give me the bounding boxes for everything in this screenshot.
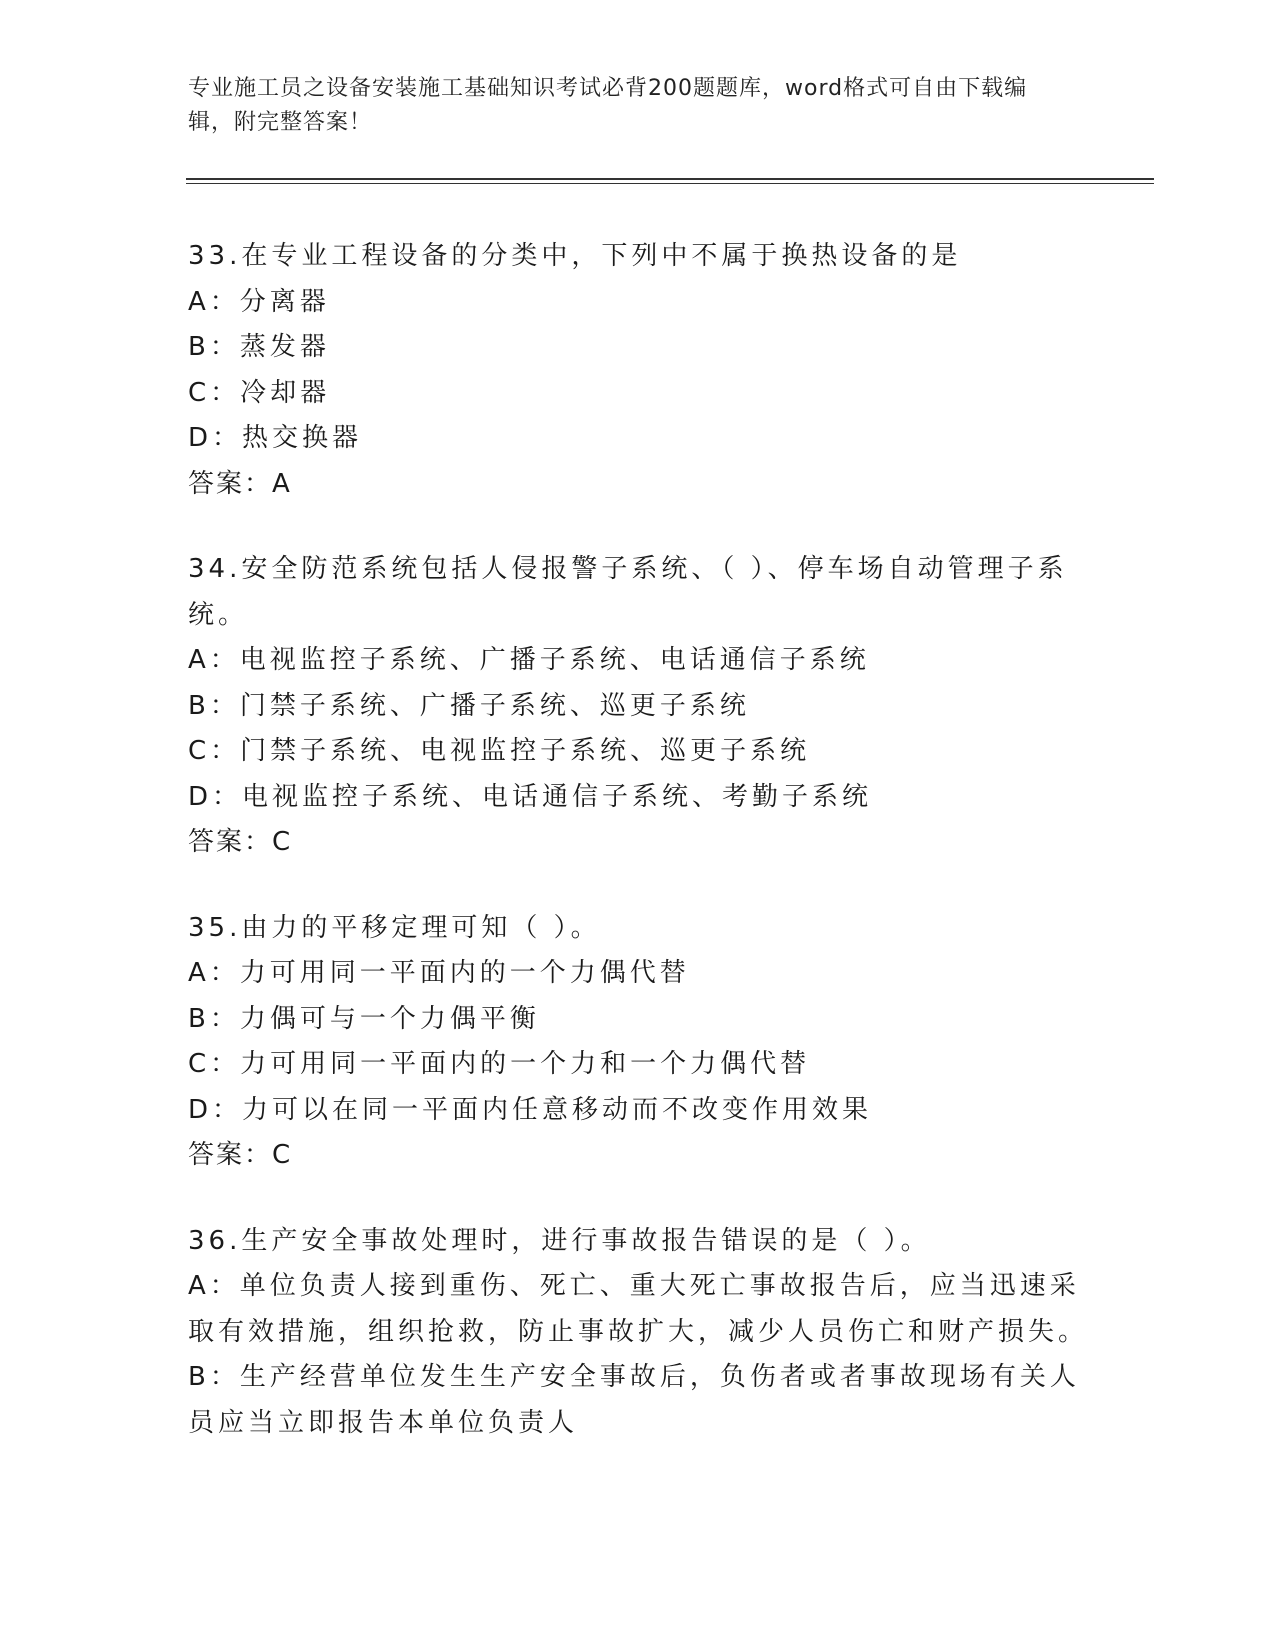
answer-value: A bbox=[272, 468, 291, 499]
answer-line bbox=[188, 1133, 1088, 1179]
question-35 bbox=[188, 906, 1088, 1179]
option-b: B：门禁子系统、广播子系统、巡更子系统 bbox=[188, 690, 750, 721]
answer-value: C bbox=[272, 827, 292, 857]
question-33 bbox=[188, 234, 1088, 507]
header-divider-thin bbox=[186, 183, 1154, 184]
question-36 bbox=[188, 1219, 1088, 1447]
option-d: D：热交换器 bbox=[188, 423, 363, 453]
question-text: 36.生产安全事故处理时，进行事故报告错误的是（ ）。 bbox=[188, 1225, 931, 1256]
answer-value: C bbox=[272, 1140, 292, 1170]
document-header: 专业施工员之设备安装施工基础知识考试必背200题题库，word格式可自由下载编辑，附完整答案！ bbox=[188, 76, 1028, 135]
answer-label: 答案： bbox=[188, 468, 273, 499]
option-b: B：力偶可与一个力偶平衡 bbox=[188, 1003, 540, 1034]
option-d: D：力可以在同一平面内任意移动而不改变作用效果 bbox=[188, 1094, 873, 1125]
option-a: A：单位负责人接到重伤、死亡、重大死亡事故报告后，应当迅速采取有效措施，组织抢救，防止事故扩大，减少人员伤亡和财产损失。 bbox=[188, 1271, 1089, 1347]
option-c: C：冷却器 bbox=[188, 377, 331, 408]
option-a: A：力可用同一平面内的一个力偶代替 bbox=[188, 958, 690, 988]
answer-line bbox=[188, 462, 1088, 508]
question-text: 35.由力的平移定理可知（ ）。 bbox=[188, 912, 601, 943]
option-a: A：分离器 bbox=[188, 286, 330, 317]
question-34 bbox=[188, 547, 1088, 866]
option-b: B：生产经营单位发生生产安全事故后，负伤者或者事故现场有关人员应当立即报告本单位负责人 bbox=[188, 1362, 1080, 1438]
answer-label: 答案： bbox=[188, 1140, 273, 1170]
answer-label: 答案： bbox=[188, 827, 273, 857]
question-text: 34.安全防范系统包括人侵报警子系统、（ ）、停车场自动管理子系统。 bbox=[188, 554, 1068, 630]
option-c: C：门禁子系统、电视监控子系统、巡更子系统 bbox=[188, 736, 811, 766]
question-list bbox=[188, 234, 1088, 1486]
option-b: B：蒸发器 bbox=[188, 332, 330, 362]
option-c: C：力可用同一平面内的一个力和一个力偶代替 bbox=[188, 1049, 811, 1079]
option-d: D：电视监控子系统、电话通信子系统、考勤子系统 bbox=[188, 781, 873, 812]
header-divider bbox=[186, 178, 1154, 180]
option-a: A：电视监控子系统、广播子系统、电话通信子系统 bbox=[188, 645, 870, 675]
question-text: 33.在专业工程设备的分类中，下列中不属于换热设备的是 bbox=[188, 241, 962, 271]
answer-line bbox=[188, 820, 1088, 866]
